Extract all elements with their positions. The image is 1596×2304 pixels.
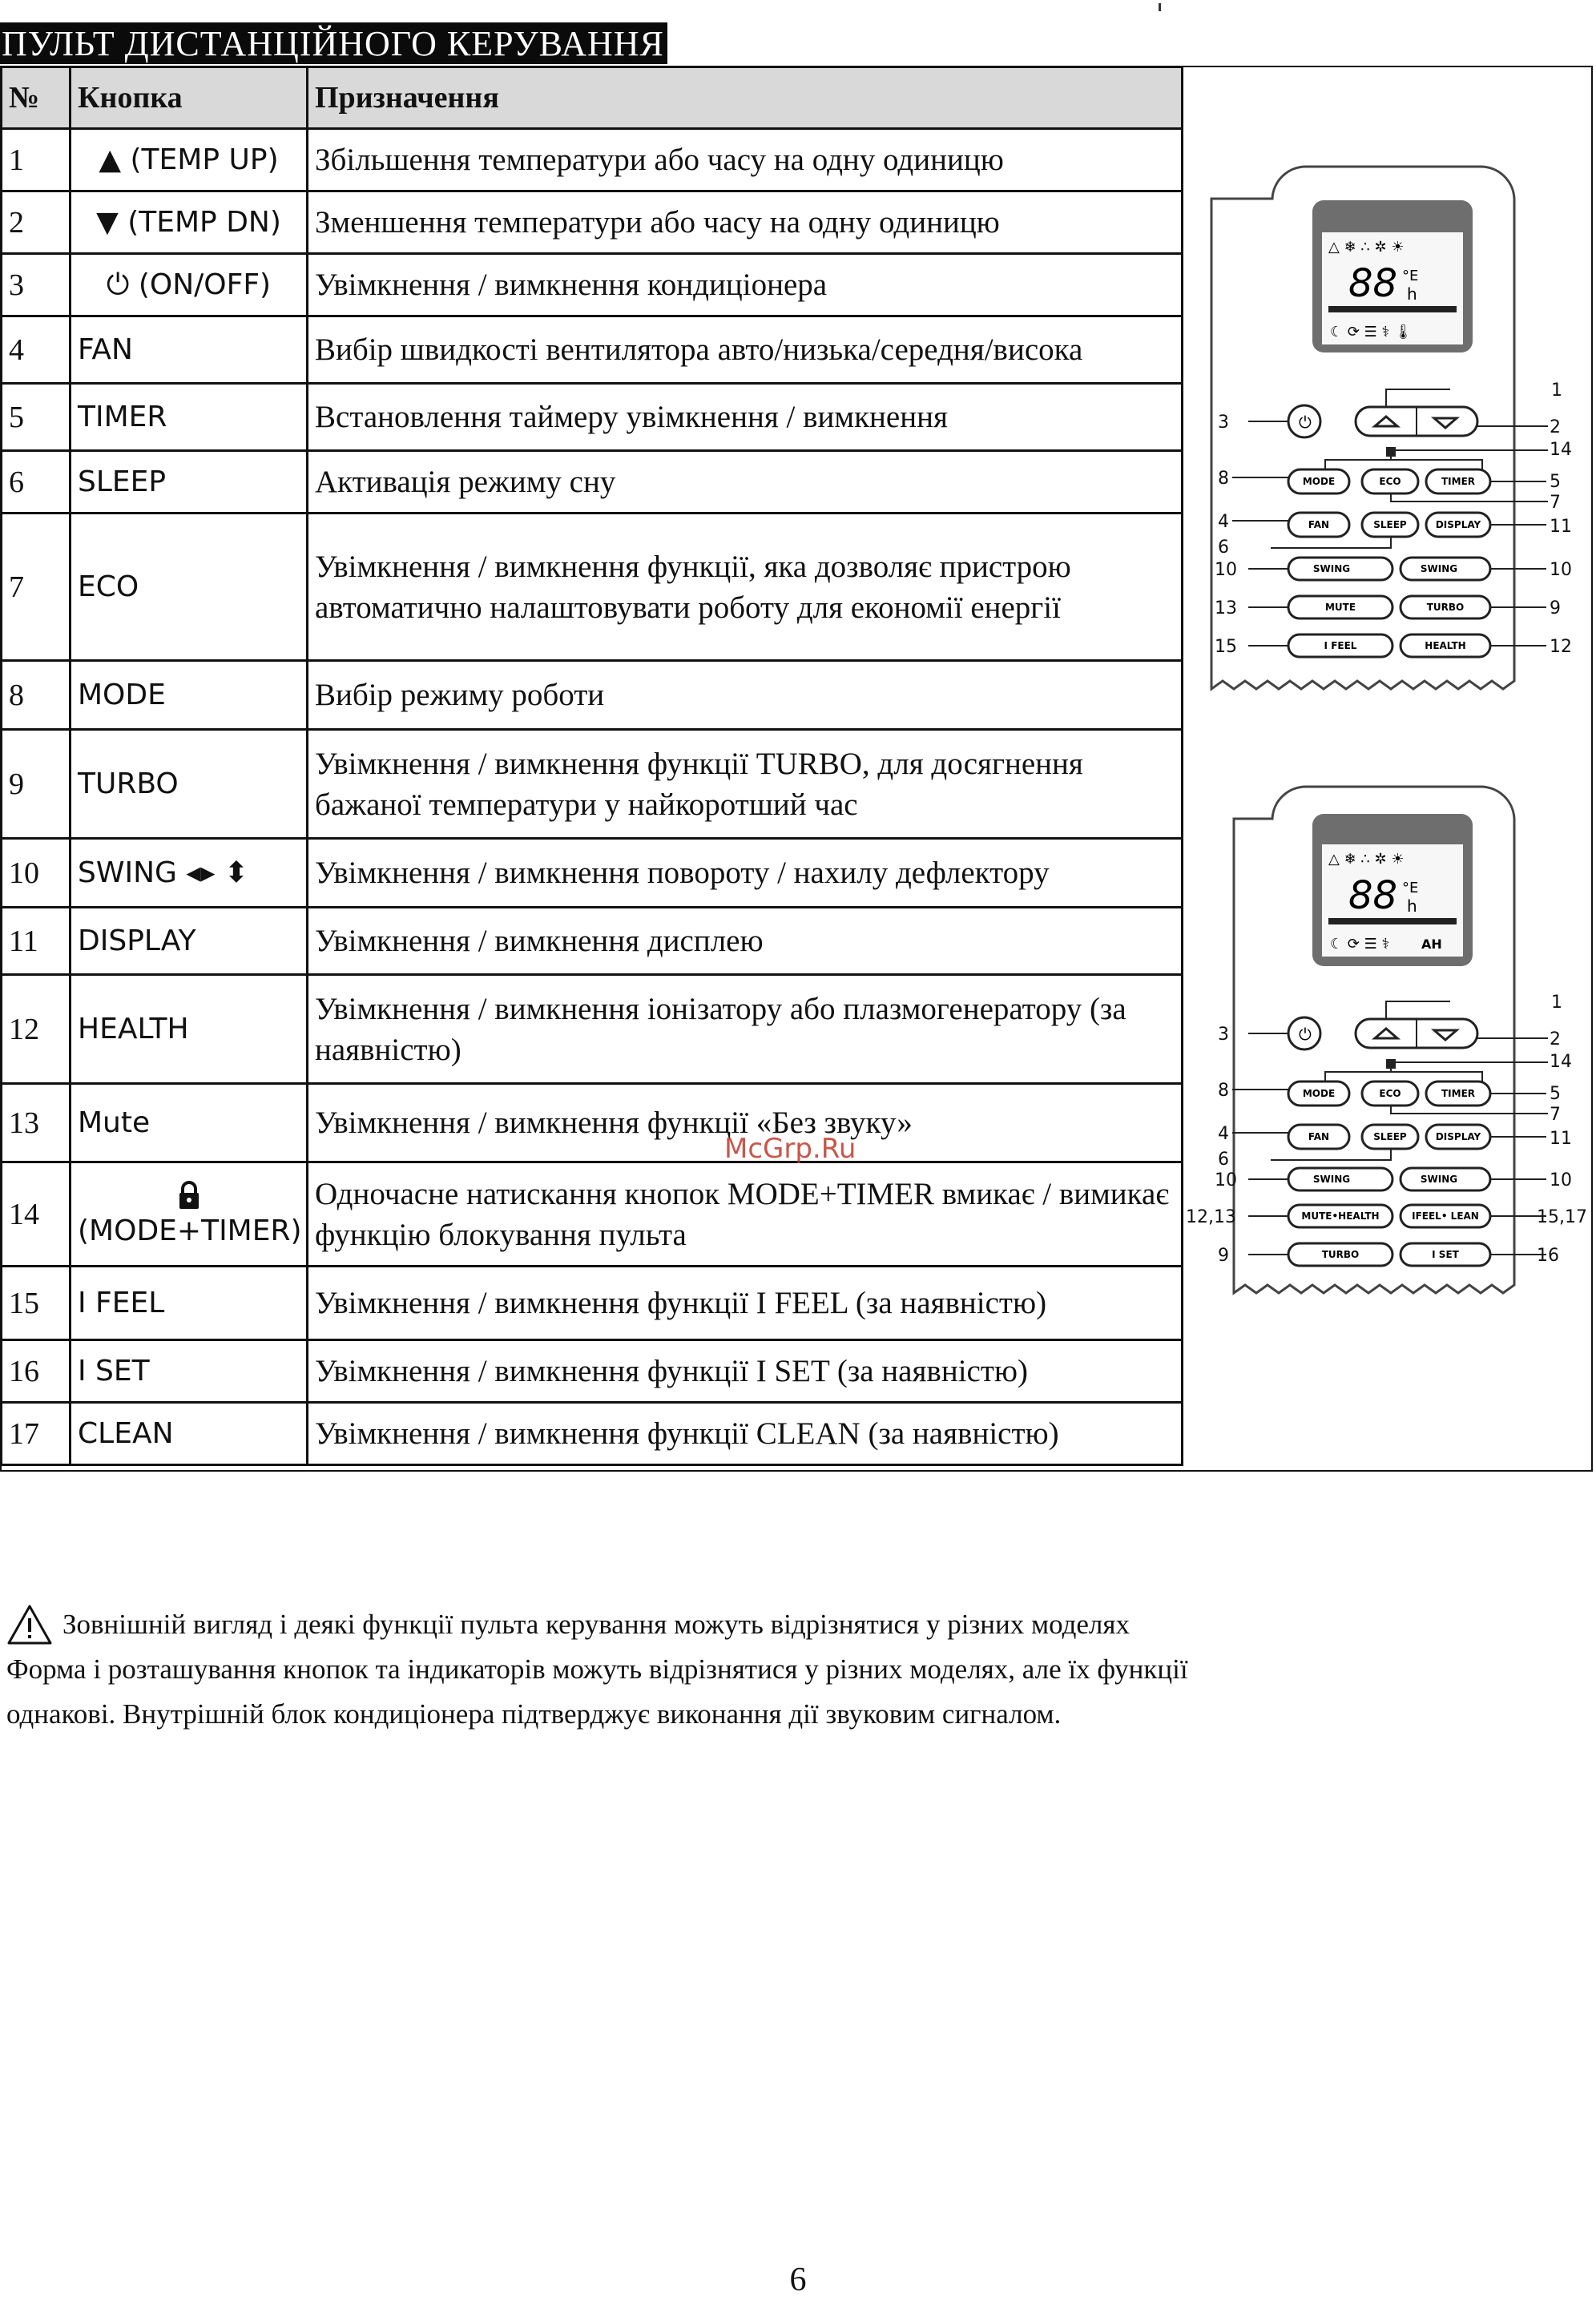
remote-1-callout-12: 12 [1550,637,1572,657]
remote-2-display-label: DISPLAY [1435,1131,1481,1142]
row-description: Увімкнення / вимкнення функції «Без звуку» [308,1084,1183,1162]
row-description: Активація режиму сну [308,451,1183,514]
remote-1-ifeel-label: I FEEL [1324,640,1357,651]
table-row [2,191,1183,254]
row-number: 14 [2,1162,71,1267]
row-button [71,254,308,316]
row-description: Вибір режиму роботи [308,661,1183,730]
col-header-button: Кнопка [71,67,308,129]
table-row [2,384,1183,451]
remote-1 [1211,167,1572,689]
table-row [2,1162,1183,1267]
table-row [2,839,1183,908]
remote-1-callout-6: 6 [1218,538,1229,558]
row-number: 16 [2,1340,71,1403]
remote-2-iset-label: I SET [1432,1249,1459,1260]
table-row [2,316,1183,384]
remote-2-callout-8: 8 [1218,1081,1229,1101]
remote-2-turbo-label: TURBO [1321,1249,1360,1260]
remote-1-health-label: HEALTH [1425,640,1466,651]
remote-2-swing-v-label: SWING [1420,1174,1458,1185]
table-row [2,1084,1183,1162]
remote-1-callout-7: 7 [1550,493,1561,513]
page-number: 6 [789,2262,807,2298]
remote-1-lcd-unit: °E [1402,268,1419,284]
table-row [2,1403,1183,1465]
row-number: 8 [2,661,71,730]
remote-2-ifeel-clean-label: IFEEL• LEAN [1412,1210,1479,1222]
table-row [2,1340,1183,1403]
row-number: 1 [2,129,71,191]
row-button-label: HEALTH [71,975,308,1084]
remote-diagrams-svg [1184,152,1593,1354]
remote-1-callout-14: 14 [1550,440,1572,460]
row-number: 7 [2,514,71,661]
remote-1-callout-3: 3 [1218,413,1229,433]
remote-1-display-label: DISPLAY [1435,519,1481,530]
row-description: Збільшення температури або часу на одну одиницю [308,129,1183,191]
remote-2-callout-16: 16 [1537,1246,1559,1266]
remote-2-sleep-label: SLEEP [1373,1131,1407,1142]
warning-icon [6,1604,53,1645]
page-title: ПУЛЬТ ДИСТАНЦІЙНОГО КЕРУВАННЯ [0,22,667,64]
table-header-row [2,67,1183,129]
table-row [2,1267,1183,1340]
remote-2 [1186,787,1587,1293]
remote-1-lcd-mode-icons: △ ❄ ∴ ✲ ☀ [1328,239,1405,256]
row-description: Увімкнення / вимкнення дисплею [308,908,1183,975]
table-row [2,730,1183,839]
table-row [2,908,1183,975]
remote-1-callout-15: 15 [1215,637,1237,657]
row-button-label: SWING ◂▸ ⬍ [71,839,308,908]
corner-mark [1159,3,1161,11]
remote-1-power-glyph: ⏻ [1299,413,1312,432]
remote-2-callout-3: 3 [1218,1025,1229,1045]
row-number: 10 [2,839,71,908]
remote-2-callout-10b: 10 [1550,1170,1572,1190]
row-number: 15 [2,1267,71,1340]
power-icon: ⏻ [106,268,130,301]
remote-2-fan-label: FAN [1308,1131,1330,1142]
remote-2-mode-label: MODE [1302,1088,1336,1099]
remote-2-lcd-unit: °E [1402,880,1419,896]
row-button [71,191,308,254]
row-number: 6 [2,451,71,514]
remote-1-mute-label: MUTE [1324,602,1356,613]
row-button-label: I SET [71,1340,308,1403]
table-row [2,451,1183,514]
row-number: 17 [2,1403,71,1465]
row-button-label: FAN [71,316,308,384]
remote-2-lcd-mode-icons: △ ❄ ∴ ✲ ☀ [1328,851,1405,868]
remote-1-mode-label: MODE [1302,476,1336,487]
remote-2-callout-15-17: 15,17 [1537,1207,1587,1227]
remote-2-callout-1: 1 [1551,993,1562,1013]
row-number: 9 [2,730,71,839]
row-button-label: MODE [71,661,308,730]
remote-1-swing-h-label: SWING [1312,563,1351,574]
row-number: 4 [2,316,71,384]
remote-1-callout-10a: 10 [1215,560,1237,580]
row-description: Увімкнення / вимкнення функції I FEEL (за наявністю) [308,1267,1183,1340]
col-header-number: № [2,67,71,129]
remote-2-callout-2: 2 [1550,1029,1561,1049]
warning-line [6,1602,1529,1647]
remote-2-power-glyph: ⏻ [1299,1025,1312,1044]
row-button-label: (TEMP UP) [130,143,279,176]
row-description: Увімкнення / вимкнення функції TURBO, для досягнення бажаної температури у найкоротший час [308,730,1183,839]
buttons-table [0,66,1183,1466]
row-number: 3 [2,254,71,316]
remote-1-callout-5: 5 [1550,472,1561,492]
row-description: Увімкнення / вимкнення функції I SET (за наявністю) [308,1340,1183,1403]
warning-text: Зовнішній вигляд і деякі функції пульта керування можуть відрізнятися у різних моделях [62,1609,1130,1640]
row-description: Увімкнення / вимкнення повороту / нахилу дефлектору [308,839,1183,908]
row-description: Увімкнення / вимкнення кондиціонера [308,254,1183,316]
remote-1-callout-11: 11 [1550,517,1572,537]
table-row [2,975,1183,1084]
row-number: 5 [2,384,71,451]
table-row [2,661,1183,730]
remote-2-mute-health-label: MUTE•HEALTH [1301,1210,1380,1222]
row-description: Увімкнення / вимкнення функції CLEAN (за наявністю) [308,1403,1183,1465]
remote-1-lcd-hour: h [1407,284,1417,304]
watermark: McGrp.Ru [724,1133,856,1165]
remote-1-eco-label: ECO [1379,476,1401,487]
remote-1-fan-label: FAN [1308,519,1330,530]
remote-1-callout-4: 4 [1218,512,1229,532]
remote-2-lcd-status-icons: ☾ ⟳ ☰ ⚕ [1330,936,1390,953]
row-button-label: I FEEL [71,1267,308,1340]
remote-1-lcd-bar [1328,306,1457,312]
notes-line-3: однакові. Внутрішній блок кондиціонера підтверджує виконання дії звуковим сигналом. [6,1698,1062,1730]
row-number: 2 [2,191,71,254]
remote-2-callout-10a: 10 [1215,1170,1237,1190]
remote-1-turbo-label: TURBO [1426,602,1465,613]
row-number: 13 [2,1084,71,1162]
row-description: Встановлення таймеру увімкнення / вимкнення [308,384,1183,451]
col-header-purpose: Призначення [308,67,1183,129]
row-button-label: (MODE+TIMER) [78,1214,302,1247]
remote-1-timer-label: TIMER [1441,476,1476,487]
row-description: Увімкнення / вимкнення іонізатору або плазмогенератору (за наявністю) [308,975,1183,1084]
row-description: Одночасне натискання кнопок MODE+TIMER вмикає / вимикає функцію блокування пульта [308,1162,1183,1267]
remote-1-swing-v-label: SWING [1420,563,1458,574]
row-button [71,1162,308,1267]
row-button-label: (TEMP DN) [127,206,281,239]
notes [6,1602,1529,1737]
remote-2-lcd-hour: h [1407,896,1417,916]
remote-1-lcd-status-icons: ☾ ⟳ ☰ ⚕ 🌡 [1330,324,1413,340]
remote-2-callout-7: 7 [1550,1105,1561,1125]
remote-1-callout-13: 13 [1215,598,1237,618]
remote-2-callout-9: 9 [1218,1246,1229,1266]
row-number: 12 [2,975,71,1084]
remote-2-callout-11: 11 [1550,1129,1572,1149]
remote-1-callout-2: 2 [1550,417,1561,437]
table-row [2,254,1183,316]
remote-2-callout-14: 14 [1550,1052,1572,1072]
remote-diagrams [1184,152,1593,1358]
remote-2-swing-h-label: SWING [1312,1174,1351,1185]
row-button [71,129,308,191]
row-button-label: DISPLAY [71,908,308,975]
table-row [2,514,1183,661]
lock-icon [178,1181,200,1210]
row-button-label: CLEAN [71,1403,308,1465]
row-description: Зменшення температури або часу на одну одиницю [308,191,1183,254]
remote-2-callout-4: 4 [1218,1124,1229,1144]
notes-line-2: Форма і розташування кнопок та індикаторів можуть відрізнятися у різних моделях, але їх функції [6,1653,1188,1685]
remote-1-callout-1: 1 [1551,381,1562,401]
row-button-label: (ON/OFF) [138,268,272,301]
remote-2-callout-12-13: 12,13 [1186,1207,1236,1227]
remote-2-timer-label: TIMER [1441,1088,1476,1099]
row-button-label: ECO [71,514,308,661]
row-button-label: SLEEP [71,451,308,514]
remote-2-lcd-bar [1328,918,1457,924]
remote-2-lcd-digits: 88 [1348,873,1398,918]
remote-1-sleep-label: SLEEP [1373,519,1407,530]
remote-2-lcd-ah: AH [1421,937,1442,952]
remote-2-callout-6: 6 [1218,1150,1229,1170]
table-row [2,129,1183,191]
row-button-label: TIMER [71,384,308,451]
remote-1-callout-8: 8 [1218,469,1229,489]
row-description: Увімкнення / вимкнення функції, яка дозволяє пристрою автоматично налаштовувати роботу для економії енергії [308,514,1183,661]
row-description: Вибір швидкості вентилятора авто/низька/середня/висока [308,316,1183,384]
remote-1-lcd-digits: 88 [1348,261,1398,306]
row-button-label: Mute [71,1084,308,1162]
remote-2-eco-label: ECO [1379,1088,1401,1099]
remote-1-callout-9: 9 [1550,598,1561,618]
triangle-up-icon: ▲ [99,143,122,176]
row-number: 11 [2,908,71,975]
remote-2-callout-5: 5 [1550,1084,1561,1104]
row-button-label: TURBO [71,730,308,839]
remote-1-callout-10b: 10 [1550,560,1572,580]
triangle-down-icon: ▼ [96,206,119,239]
